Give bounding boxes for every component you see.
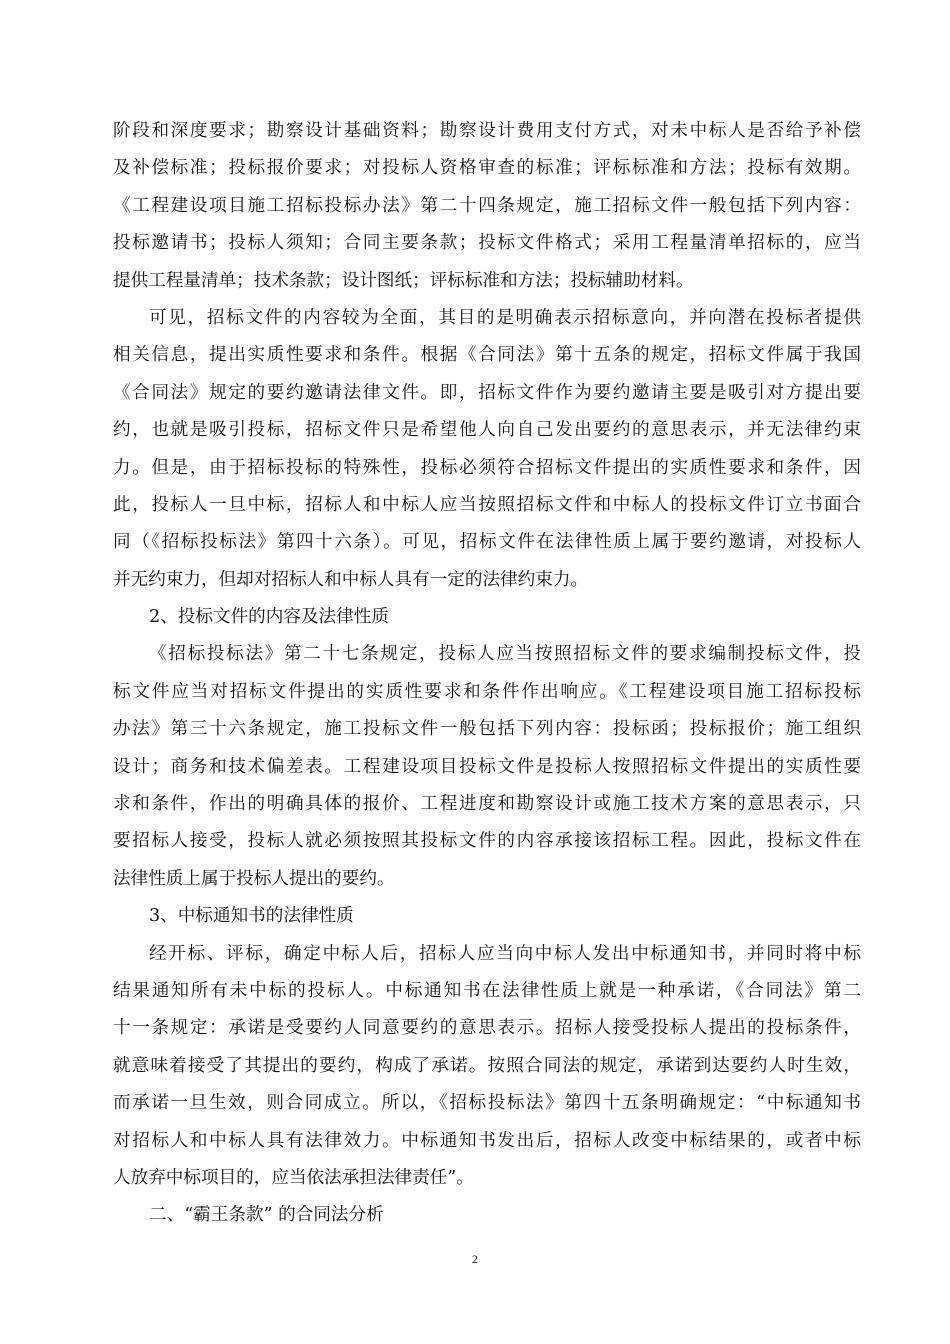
text-line: 法律性质上属于投标人提出的要约。	[113, 868, 395, 889]
section-heading: 3、中标通知书的法律性质	[149, 906, 354, 927]
text-line: 相关信息，提出实质性要求和条件。根据《合同法》第十五条的规定，招标文件属于我国	[113, 345, 861, 366]
text-line: 投标邀请书；投标人须知；合同主要条款；投标文件格式；采用工程量清单招标的，应当	[113, 233, 861, 254]
page-number: 2	[472, 1252, 478, 1266]
text-line: 及补偿标准；投标报价要求；对投标人资格审查的标准；评标标准和方法；投标有效期。	[113, 158, 861, 179]
text-line: 同（《招标投标法》第四十六条）。可见，招标文件在法律性质上属于要约邀请，对投标人	[113, 532, 861, 553]
text-line: 结果通知所有未中标的投标人。中标通知书在法律性质上就是一种承诺，《合同法》第二	[113, 980, 861, 1001]
text-line: 对招标人和中标人具有法律效力。中标通知书发出后，招标人改变中标结果的，或者中标	[113, 1130, 861, 1151]
text-line: 设计；商务和技术偏差表。工程建设项目投标文件是投标人按照招标文件提出的实质性要	[113, 756, 861, 777]
text-line: 经开标、评标，确定中标人后，招标人应当向中标人发出中标通知书，并同时将中标	[149, 943, 861, 964]
text-line: 十一条规定：承诺是受要约人同意要约的意思表示。招标人接受投标人提出的投标条件，	[113, 1018, 861, 1039]
text-line: 力。但是，由于招标投标的特殊性，投标必须符合招标文件提出的实质性要求和条件，因	[113, 457, 861, 478]
text-line: 而承诺一旦生效，则合同成立。所以，《招标投标法》第四十五条明确规定：“中标通知书	[113, 1093, 861, 1114]
text-line: 并无约束力，但却对招标人和中标人具有一定的法律约束力。	[113, 569, 589, 590]
text-line: 求和条件，作出的明确具体的报价、工程进度和勘察设计或施工技术方案的意思表示，只	[113, 794, 861, 815]
text-line: 可见，招标文件的内容较为全面，其目的是明确表示招标意向，并向潜在投标者提供	[149, 307, 861, 328]
text-line: 约，也就是吸引投标，招标文件只是希望他人向自己发出要约的意思表示，并无法律约束	[113, 420, 861, 441]
text-line: 提供工程量清单；技术条款；设计图纸；评标标准和方法；投标辅助材料。	[113, 270, 694, 291]
section-heading: 二、“霸王条款” 的合同法分析	[149, 1205, 384, 1226]
text-line: 标文件应当对招标文件提出的实质性要求和条件作出响应。《工程建设项目施工招标投标	[113, 681, 861, 702]
text-line: 《招标投标法》第二十七条规定，投标人应当按照招标文件的要求编制投标文件，投	[149, 644, 861, 665]
text-line: 要招标人接受，投标人就必须按照其投标文件的内容承接该招标工程。因此，投标文件在	[113, 831, 861, 852]
text-line: 《合同法》规定的要约邀请法律文件。即，招标文件作为要约邀请主要是吸引对方提出要	[113, 382, 861, 403]
page-body	[113, 113, 861, 1235]
text-line: 此，投标人一旦中标，招标人和中标人应当按照招标文件和中标人的投标文件订立书面合	[113, 494, 861, 515]
text-line: 办法》第三十六条规定，施工投标文件一般包括下列内容：投标函；投标报价；施工组织	[113, 719, 861, 740]
text-line: 阶段和深度要求；勘察设计基础资料；勘察设计费用支付方式，对未中标人是否给予补偿	[113, 121, 861, 141]
text-line: 人放弃中标项目的，应当依法承担法律责任”。	[113, 1167, 474, 1188]
text-line: 就意味着接受了其提出的要约，构成了承诺。按照合同法的规定，承诺到达要约人时生效，	[113, 1055, 861, 1076]
text-line: 《工程建设项目施工招标投标办法》第二十四条规定，施工招标文件一般包括下列内容：	[113, 195, 861, 216]
section-heading: 2、投标文件的内容及法律性质	[149, 607, 389, 628]
